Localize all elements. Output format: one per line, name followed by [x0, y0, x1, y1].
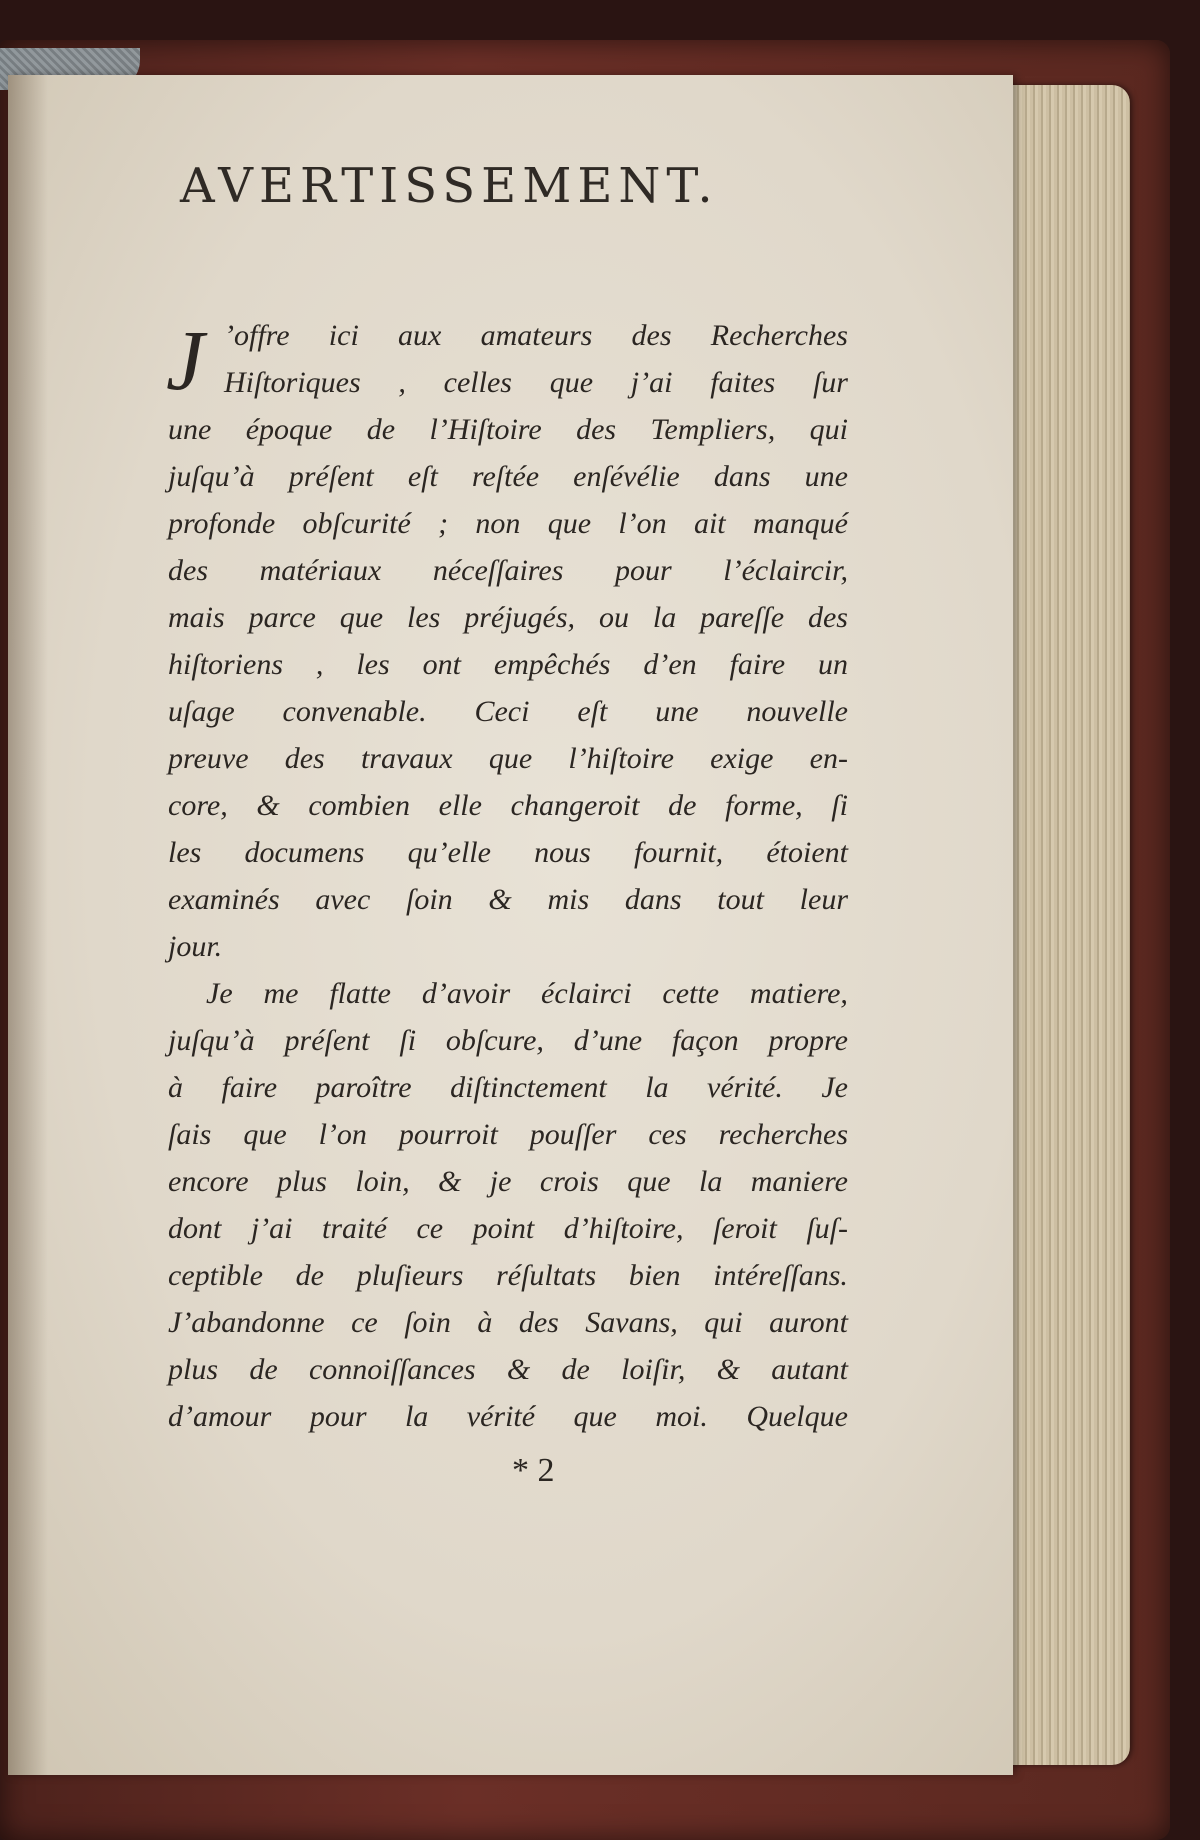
- word: pouſſer: [529, 1118, 617, 1151]
- text-line: [168, 970, 848, 1017]
- word: eſt: [407, 460, 438, 493]
- signature-mark: * 2: [512, 1452, 555, 1489]
- word: nouvelle: [746, 695, 848, 728]
- word: dans: [713, 460, 771, 493]
- drop-cap: J: [166, 312, 205, 408]
- page-heading: AVERTISSEMENT.: [180, 158, 719, 214]
- word: ces: [648, 1118, 687, 1151]
- word: d’amour: [168, 1400, 272, 1433]
- word: tout: [717, 883, 764, 916]
- word: j’ai: [250, 1212, 293, 1245]
- word: autant: [771, 1353, 848, 1386]
- word: pourroit: [398, 1118, 498, 1151]
- word: qui: [809, 413, 848, 446]
- word: ſoin: [404, 1306, 451, 1339]
- word: une: [655, 695, 699, 728]
- word: réſultats: [496, 1259, 597, 1292]
- word: à: [477, 1306, 493, 1339]
- word: ſais: [168, 1118, 212, 1151]
- word: que: [573, 1400, 617, 1433]
- word: de: [561, 1353, 590, 1386]
- word: faire: [729, 648, 786, 681]
- word: &: [256, 789, 280, 822]
- word: core,: [168, 789, 228, 822]
- word: Recherches: [710, 319, 848, 352]
- text-line: [168, 641, 848, 688]
- word: combien: [308, 789, 410, 822]
- word: les: [406, 601, 441, 634]
- text-line: [168, 453, 848, 500]
- word: intéreſſans.: [713, 1259, 848, 1292]
- word: crois: [539, 1165, 599, 1198]
- word: preuve: [168, 742, 249, 775]
- word: Je: [206, 977, 233, 1010]
- text-line: [168, 1111, 848, 1158]
- word: manqué: [752, 507, 848, 540]
- word: ’offre: [224, 319, 290, 352]
- word: pour: [309, 1400, 367, 1433]
- word: loiſir,: [621, 1353, 686, 1386]
- text-line: [168, 547, 848, 594]
- text-line: [168, 1158, 848, 1205]
- word: empêchés: [493, 648, 611, 681]
- word: avec: [315, 883, 371, 916]
- word: l’Hiſtoire: [429, 413, 542, 446]
- paragraph-1: [168, 312, 848, 406]
- word: matiere,: [749, 977, 848, 1010]
- word: qu’elle: [407, 836, 491, 869]
- word: Je: [821, 1071, 848, 1104]
- text-line: [168, 829, 848, 876]
- word: à: [168, 1071, 183, 1104]
- word: matériaux: [259, 554, 382, 587]
- word: examinés: [168, 883, 280, 916]
- word: J’abandonne: [168, 1306, 325, 1339]
- word: des: [284, 742, 325, 775]
- word: en-: [809, 742, 848, 775]
- word: bien: [628, 1259, 681, 1292]
- word: éclairci: [541, 977, 632, 1010]
- text-line: [168, 1346, 848, 1393]
- word: &: [488, 883, 512, 916]
- word: changeroit: [510, 789, 640, 822]
- word: Quelque: [746, 1400, 848, 1433]
- word: &: [506, 1353, 531, 1386]
- word: étoient: [766, 836, 848, 869]
- word: que: [627, 1165, 671, 1198]
- word: ici: [328, 319, 359, 352]
- word: l’on: [618, 507, 667, 540]
- word: l’on: [318, 1118, 367, 1151]
- word: que: [547, 507, 592, 540]
- word: d’en: [643, 648, 697, 681]
- word: ,: [315, 648, 324, 681]
- text-line: [168, 406, 848, 453]
- word: de: [295, 1259, 324, 1292]
- word: néceſſaires: [432, 554, 564, 587]
- word: cette: [662, 977, 720, 1010]
- word: traité: [321, 1212, 387, 1245]
- word: &: [716, 1353, 740, 1386]
- text-line: [168, 1393, 848, 1440]
- word: ont: [422, 648, 461, 681]
- word: ſuſ-: [806, 1212, 848, 1245]
- word: dont: [168, 1212, 222, 1245]
- word: &: [438, 1165, 462, 1198]
- word: époque: [245, 413, 333, 446]
- word: Ceci: [474, 695, 530, 728]
- word: fournit,: [633, 836, 724, 869]
- word: ſoin: [406, 883, 453, 916]
- word: l’éclaircir,: [723, 554, 848, 587]
- word: ait: [693, 507, 726, 540]
- word: exige: [710, 742, 774, 775]
- word: forme,: [725, 789, 803, 822]
- word: enſévélie: [573, 460, 680, 493]
- word: juſqu’à: [168, 1024, 255, 1057]
- word: ce: [416, 1212, 444, 1245]
- word: Templiers,: [650, 413, 776, 446]
- word: auront: [769, 1306, 848, 1339]
- word: pluſieurs: [356, 1259, 464, 1292]
- word: travaux: [360, 742, 453, 775]
- word: des: [631, 319, 672, 352]
- word: encore: [168, 1165, 249, 1198]
- word: recherches: [718, 1118, 848, 1151]
- text-line: jour.: [168, 930, 223, 963]
- word: me: [263, 977, 299, 1010]
- text-line: [168, 1017, 848, 1064]
- word: que: [339, 601, 384, 634]
- word: ;: [438, 507, 449, 540]
- text-line: [168, 500, 848, 547]
- text-line: [168, 782, 848, 829]
- word: les: [356, 648, 390, 681]
- word: juſqu’à: [168, 460, 255, 493]
- text-line: [168, 1299, 848, 1346]
- word: pareſſe: [700, 601, 785, 634]
- gutter-shadow: [8, 75, 48, 1775]
- word: documens: [244, 836, 365, 869]
- word: pour: [614, 554, 672, 587]
- word: l’hiſtoire: [568, 742, 674, 775]
- word: de: [366, 413, 396, 446]
- word: ce: [351, 1306, 378, 1339]
- word: que: [488, 742, 533, 775]
- word: que: [549, 366, 594, 399]
- word: uſage: [168, 695, 235, 728]
- word: préſent: [284, 1024, 370, 1057]
- word: une: [804, 460, 848, 493]
- body-text: [168, 312, 848, 1440]
- word: préjugés,: [464, 601, 576, 634]
- word: reſtée: [471, 460, 540, 493]
- word: maniere: [750, 1165, 848, 1198]
- word: mis: [547, 883, 590, 916]
- word: diſtinctement: [450, 1071, 607, 1104]
- word: connoiſſances: [308, 1353, 476, 1386]
- word: je: [489, 1165, 512, 1198]
- text-line: [168, 1064, 848, 1111]
- text-line: [168, 1205, 848, 1252]
- word: ſeroit: [712, 1212, 777, 1245]
- word: la: [652, 601, 677, 634]
- word: faire: [221, 1071, 278, 1104]
- word: d’hiſtoire,: [563, 1212, 684, 1245]
- word: mais: [168, 601, 225, 634]
- word: plus: [276, 1165, 327, 1198]
- word: convenable.: [282, 695, 427, 728]
- word: des: [518, 1306, 559, 1339]
- word: amateurs: [480, 319, 593, 352]
- word: Savans,: [585, 1306, 678, 1339]
- text-line: [168, 735, 848, 782]
- text-line: [168, 876, 848, 923]
- word: ceptible: [168, 1259, 263, 1292]
- word: non: [475, 507, 521, 540]
- word: faites: [710, 366, 776, 399]
- word: plus: [168, 1353, 219, 1386]
- text-line: [168, 688, 848, 735]
- text-line: [168, 359, 848, 406]
- word: obſcurité: [302, 507, 411, 540]
- word: des: [807, 601, 848, 634]
- word: profonde: [168, 507, 276, 540]
- word: qui: [704, 1306, 743, 1339]
- word: propre: [768, 1024, 848, 1057]
- word: la: [404, 1400, 429, 1433]
- word: aux: [398, 319, 442, 352]
- word: elle: [438, 789, 482, 822]
- word: vérité: [466, 1400, 536, 1433]
- word: une: [168, 413, 212, 446]
- word: parce: [248, 601, 316, 634]
- word: ,: [398, 366, 406, 399]
- word: dans: [624, 883, 682, 916]
- word: point: [472, 1212, 535, 1245]
- word: Hiſtoriques: [224, 366, 361, 399]
- word: ſi: [399, 1024, 417, 1057]
- word: d’avoir: [421, 977, 511, 1010]
- word: un: [818, 648, 848, 681]
- text-line: [168, 1252, 848, 1299]
- word: j’ai: [630, 366, 673, 399]
- text-line: [168, 594, 848, 641]
- word: leur: [799, 883, 848, 916]
- word: ou: [598, 601, 629, 634]
- word: obſcure,: [445, 1024, 544, 1057]
- word: loin,: [355, 1165, 410, 1198]
- word: hiſtoriens: [168, 648, 284, 681]
- word: vérité.: [707, 1071, 783, 1104]
- word: façon: [671, 1024, 739, 1057]
- word: de: [668, 789, 697, 822]
- word: eſt: [577, 695, 608, 728]
- word: ſur: [812, 366, 848, 399]
- word: celles: [443, 366, 512, 399]
- word: la: [698, 1165, 723, 1198]
- word: de: [249, 1353, 278, 1386]
- word: moi.: [655, 1400, 708, 1433]
- word: la: [645, 1071, 669, 1104]
- word: d’une: [573, 1024, 643, 1057]
- word: flatte: [329, 977, 391, 1010]
- word: ſi: [831, 789, 848, 822]
- word: que: [243, 1118, 287, 1151]
- word: les: [168, 836, 202, 869]
- word: des: [576, 413, 617, 446]
- text-line: [168, 312, 848, 359]
- word: des: [168, 554, 208, 587]
- word: nous: [534, 836, 591, 869]
- word: paroître: [315, 1071, 412, 1104]
- word: préſent: [288, 460, 374, 493]
